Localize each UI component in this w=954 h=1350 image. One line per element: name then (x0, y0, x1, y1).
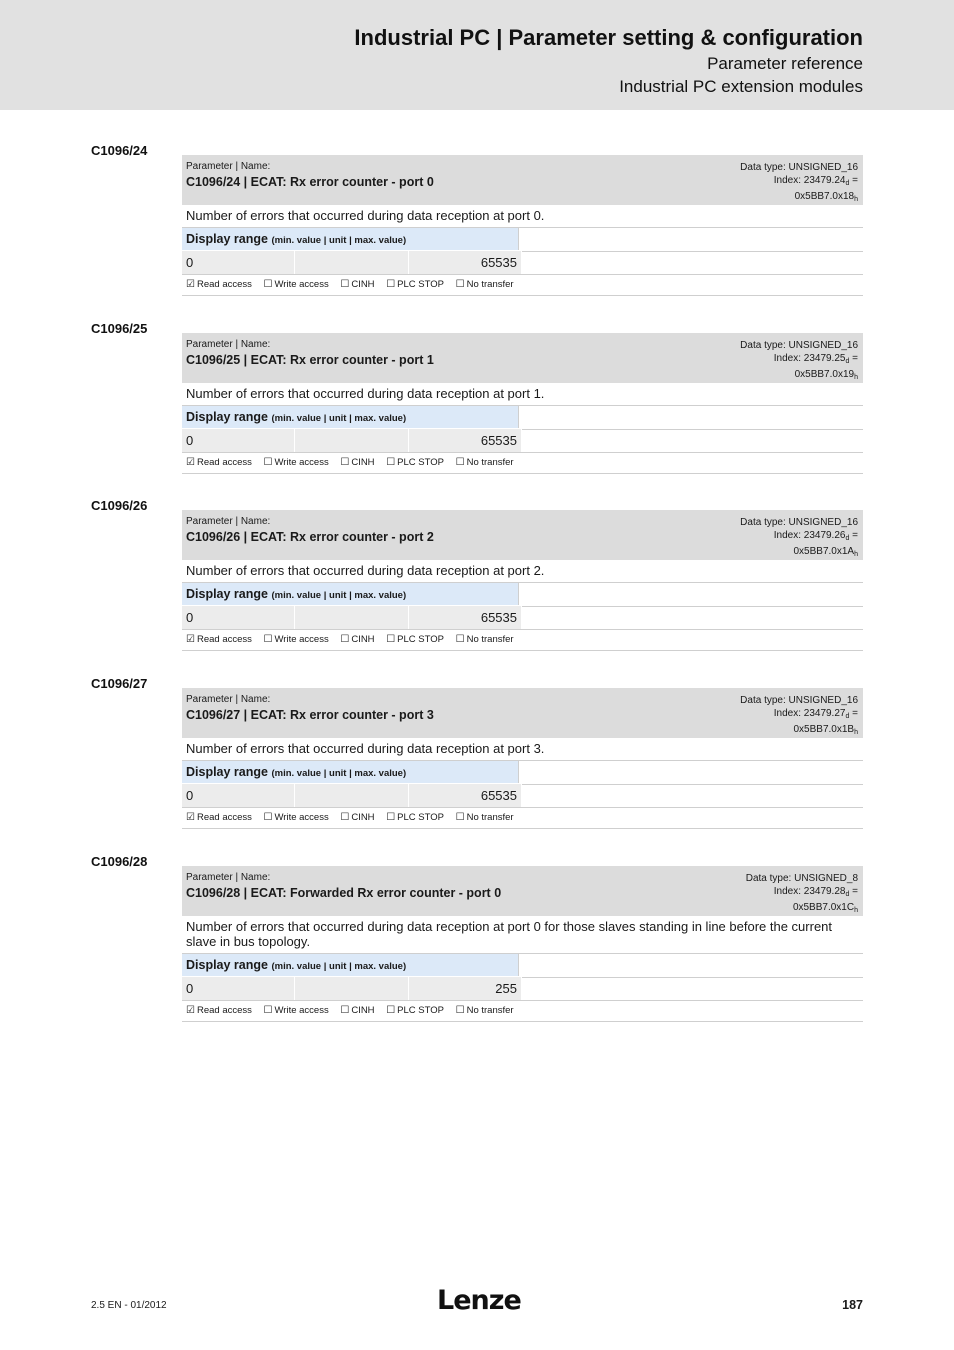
flag-plc-stop: ☐ PLC STOP (386, 279, 444, 290)
display-range-header (182, 583, 519, 605)
min-value: 0 (182, 977, 295, 1000)
parameter-header (182, 510, 863, 560)
parameter-name: C1096/27 | ECAT: Rx error counter - port 3 (186, 708, 434, 722)
parameter-label: Parameter | Name: (186, 694, 271, 705)
display-range (182, 406, 863, 453)
checkbox-empty-icon: ☐ (263, 457, 273, 468)
data-type: Data type: UNSIGNED_16 (740, 695, 858, 706)
display-range-spacer (522, 784, 863, 808)
display-range (182, 954, 863, 1001)
flag-cinh: ☐ CINH (340, 1005, 375, 1016)
index: Index: $23479.26_d$ = (773, 530, 858, 542)
parameter-table (182, 510, 863, 651)
parameter-name: C1096/25 | ECAT: Rx error counter - port 1 (186, 353, 434, 367)
checkbox-empty-icon: ☐ (263, 634, 273, 645)
index: Index: $23479.28_d$ = (773, 886, 858, 898)
section-code: C1096/28 (91, 854, 148, 869)
checkbox-empty-icon: ☐ (386, 634, 396, 645)
checkbox-checked-icon: ☑ (186, 812, 195, 823)
flag-plc-stop: ☐ PLC STOP (386, 634, 444, 645)
flag-write-access: ☐ Write access (263, 1005, 329, 1016)
display-range (182, 761, 863, 808)
access-flags (182, 453, 863, 474)
flag-read-access: ☑ Read access (186, 279, 252, 290)
parameter-meta (740, 339, 858, 384)
parameter-table (182, 688, 863, 829)
display-range-spacer (522, 606, 863, 630)
flag-plc-stop: ☐ PLC STOP (386, 1005, 444, 1016)
data-type: Data type: UNSIGNED_16 (740, 340, 858, 351)
parameter-description: Number of errors that occurred during data reception at port 3. (182, 738, 863, 761)
display-range (182, 583, 863, 630)
parameter-label: Parameter | Name: (186, 161, 271, 172)
page-subtitle-2: Industrial PC extension modules (619, 77, 863, 96)
display-range-spacer (522, 251, 863, 275)
flag-cinh: ☐ CINH (340, 279, 375, 290)
flag-read-access: ☑ Read access (186, 457, 252, 468)
display-range (182, 228, 863, 275)
access-flags (182, 630, 863, 651)
parameter-table (182, 333, 863, 474)
checkbox-empty-icon: ☐ (455, 457, 465, 468)
section-code: C1096/26 (91, 498, 148, 513)
checkbox-empty-icon: ☐ (455, 279, 465, 290)
index: Index: $23479.27_d$ = (773, 708, 858, 720)
checkbox-empty-icon: ☐ (340, 634, 350, 645)
min-value: 0 (182, 251, 295, 274)
display-range-subtitle: (min. value | unit | max. value) (271, 413, 407, 424)
display-range-title: Display range (186, 410, 268, 424)
flag-cinh: ☐ CINH (340, 634, 375, 645)
min-value: 0 (182, 429, 295, 452)
page-header (0, 0, 954, 110)
hex-index: $0x5BB7.0x1C_h$ (792, 902, 858, 914)
parameter-meta (740, 694, 858, 739)
page-title: Industrial PC | Parameter setting & configuration (354, 25, 863, 50)
access-flags (182, 275, 863, 296)
min-value: 0 (182, 606, 295, 629)
parameter-meta (746, 872, 858, 917)
flag-no-transfer: ☐ No transfer (455, 279, 514, 290)
flag-plc-stop: ☐ PLC STOP (386, 812, 444, 823)
parameter-name: C1096/28 | ECAT: Forwarded Rx error counter - port 0 (186, 886, 502, 900)
checkbox-empty-icon: ☐ (386, 457, 396, 468)
data-type: Data type: UNSIGNED_16 (740, 517, 858, 528)
parameter-description: Number of errors that occurred during data reception at port 2. (182, 560, 863, 583)
section-code: C1096/25 (91, 321, 148, 336)
checkbox-empty-icon: ☐ (340, 1005, 350, 1016)
display-range-spacer (522, 977, 863, 1001)
unit-value (295, 977, 409, 1000)
display-range-subtitle: (min. value | unit | max. value) (271, 961, 407, 972)
flag-cinh: ☐ CINH (340, 457, 375, 468)
display-range-subtitle: (min. value | unit | max. value) (271, 235, 407, 246)
index: Index: $23479.24_d$ = (773, 175, 858, 187)
flag-no-transfer: ☐ No transfer (455, 812, 514, 823)
parameter-header (182, 155, 863, 205)
checkbox-empty-icon: ☐ (263, 812, 273, 823)
checkbox-empty-icon: ☐ (263, 279, 273, 290)
checkbox-checked-icon: ☑ (186, 1005, 195, 1016)
section-code: C1096/24 (91, 143, 148, 158)
checkbox-checked-icon: ☑ (186, 634, 195, 645)
flag-plc-stop: ☐ PLC STOP (386, 457, 444, 468)
flag-write-access: ☐ Write access (263, 812, 329, 823)
hex-index: $0x5BB7.0x1B_h$ (793, 724, 858, 736)
flag-cinh: ☐ CINH (340, 812, 375, 823)
parameter-meta (740, 516, 858, 561)
checkbox-empty-icon: ☐ (340, 279, 350, 290)
parameter-table (182, 866, 863, 1022)
index: Index: $23479.25_d$ = (773, 353, 858, 365)
display-range-subtitle: (min. value | unit | max. value) (271, 590, 407, 601)
display-range-header (182, 954, 519, 976)
flag-no-transfer: ☐ No transfer (455, 1005, 514, 1016)
parameter-table (182, 155, 863, 296)
unit-value (295, 606, 409, 629)
checkbox-empty-icon: ☐ (386, 812, 396, 823)
display-range-header (182, 761, 519, 783)
page-number: 187 (842, 1298, 863, 1312)
checkbox-empty-icon: ☐ (455, 1005, 465, 1016)
max-value: 255 (409, 977, 522, 1000)
parameter-description: Number of errors that occurred during data reception at port 0. (182, 205, 863, 228)
lenze-logo: Lenze (437, 1285, 521, 1316)
flag-write-access: ☐ Write access (263, 279, 329, 290)
display-range-title: Display range (186, 765, 268, 779)
unit-value (295, 784, 409, 807)
display-range-header (182, 228, 519, 250)
display-range-subtitle: (min. value | unit | max. value) (271, 768, 407, 779)
data-type: Data type: UNSIGNED_16 (740, 162, 858, 173)
parameter-meta (740, 161, 858, 206)
unit-value (295, 429, 409, 452)
checkbox-empty-icon: ☐ (263, 1005, 273, 1016)
section-code: C1096/27 (91, 676, 148, 691)
display-range-spacer (522, 429, 863, 453)
display-range-title: Display range (186, 587, 268, 601)
access-flags (182, 808, 863, 829)
flag-no-transfer: ☐ No transfer (455, 634, 514, 645)
flag-write-access: ☐ Write access (263, 634, 329, 645)
flag-write-access: ☐ Write access (263, 457, 329, 468)
checkbox-empty-icon: ☐ (386, 279, 396, 290)
max-value: 65535 (409, 251, 522, 274)
flag-read-access: ☑ Read access (186, 812, 252, 823)
parameter-header (182, 866, 863, 916)
parameter-description: Number of errors that occurred during data reception at port 1. (182, 383, 863, 406)
checkbox-empty-icon: ☐ (455, 812, 465, 823)
flag-read-access: ☑ Read access (186, 634, 252, 645)
max-value: 65535 (409, 429, 522, 452)
footer-version: 2.5 EN - 01/2012 (91, 1300, 167, 1311)
display-range-title: Display range (186, 232, 268, 246)
display-range-title: Display range (186, 958, 268, 972)
max-value: 65535 (409, 606, 522, 629)
parameter-header (182, 688, 863, 738)
checkbox-empty-icon: ☐ (386, 1005, 396, 1016)
data-type: Data type: UNSIGNED_8 (745, 873, 858, 884)
page-subtitle-1: Parameter reference (707, 54, 863, 73)
max-value: 65535 (409, 784, 522, 807)
access-flags (182, 1001, 863, 1022)
parameter-label: Parameter | Name: (186, 516, 271, 527)
checkbox-checked-icon: ☑ (186, 279, 195, 290)
parameter-header (182, 333, 863, 383)
parameter-label: Parameter | Name: (186, 339, 271, 350)
parameter-label: Parameter | Name: (186, 872, 271, 883)
parameter-name: C1096/26 | ECAT: Rx error counter - port 2 (186, 530, 434, 544)
hex-index: $0x5BB7.0x19_h$ (794, 369, 858, 381)
unit-value (295, 251, 409, 274)
flag-read-access: ☑ Read access (186, 1005, 252, 1016)
display-range-header (182, 406, 519, 428)
min-value: 0 (182, 784, 295, 807)
parameter-description: Number of errors that occurred during data reception at port 0 for those slaves standing in line before the current slave in bus topology. (182, 916, 863, 954)
hex-index: $0x5BB7.0x1A_h$ (793, 546, 858, 558)
checkbox-empty-icon: ☐ (340, 812, 350, 823)
parameter-name: C1096/24 | ECAT: Rx error counter - port 0 (186, 175, 434, 189)
flag-no-transfer: ☐ No transfer (455, 457, 514, 468)
checkbox-empty-icon: ☐ (455, 634, 465, 645)
checkbox-checked-icon: ☑ (186, 457, 195, 468)
checkbox-empty-icon: ☐ (340, 457, 350, 468)
hex-index: $0x5BB7.0x18_h$ (794, 191, 858, 203)
